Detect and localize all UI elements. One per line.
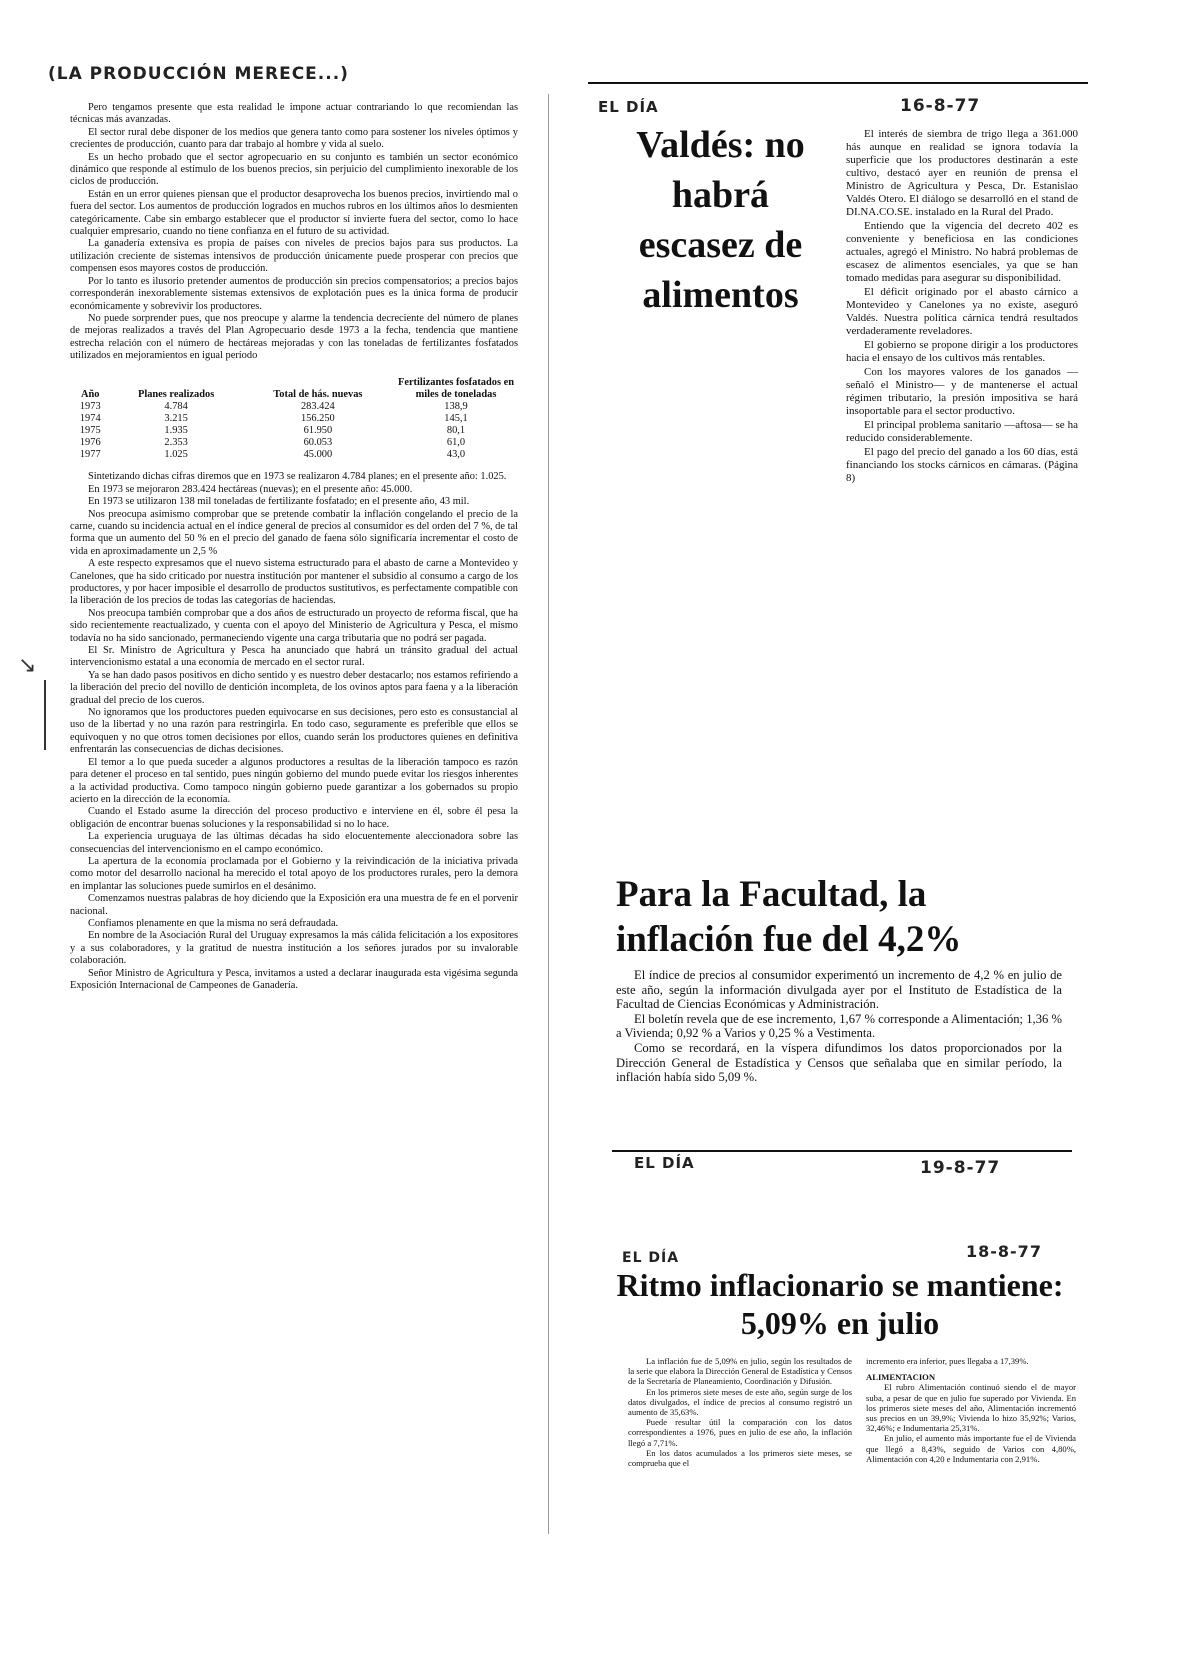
valdes-headline: Valdés: no habrá escasez de alimentos [636,124,805,316]
paragraph: El pago del precio del ganado a los 60 días, está financiando los stocks cárnicos en cámaras. (Página 8) [846,446,1078,484]
paragraph: En 1973 se utilizaron 138 mil toneladas de fertilizante fosfatado; en el presente año, 43 mil. [88,496,470,508]
paragraph: No puede sorprender pues, que nos preocupe y alarme la tendencia decreciente del número de planes de mejoras realizados a través del Plan Agropecuario desde 1973 a la fecha, tendencia que mantiene estrecha relación con el número de hectáreas mejoradas y con las toneladas de fertilizantes fosfatados utilizados en mejoramientos en igual período [70,312,518,362]
margin-arrow-mark: ↘ [18,652,37,677]
table-cell: 1.935 [164,425,188,437]
paragraph: Cuando el Estado asume la dirección del proceso productivo e interviene en él, sobre él pesa la obligación de encontrar buenas soluciones y la responsabilidad si no lo hace. [70,806,518,830]
table-header: Fertilizantes fosfatados en miles de toneladas [397,376,514,400]
left-article-part-a [70,102,518,363]
table-header: Planes realizados [137,388,215,400]
table-row [70,413,518,425]
handwritten-date: 18-8-77 [966,1242,1042,1261]
left-article-part-b [70,471,518,992]
paragraph: Entiendo que la vigencia del decreto 402 es conveniente y beneficiosa en las condiciones actuales, agregó el Ministro. No habrá problemas de escasez de alimentos esenciales, ya que se han tomado medidas para asegurar su disponibilidad. [846,220,1078,284]
fertilizer-table [70,377,518,462]
paragraph: Puede resultar útil la comparación con los datos correspondientes a 1976, pues en julio de ese año, la inflación llegó a 7,71%. [628,1417,852,1448]
paragraph: La inflación fue de 5,09% en julio, según los resultados de la serie que elabora la Dirección General de Estadística y Censos de la Secretaría de Planeamiento, Coordinación y Difusión. [628,1356,852,1387]
table-cell: 1976 [79,437,101,449]
handwritten-title-note: (LA PRODUCCIÓN MERECE...) [48,64,349,84]
table-cell: 45.000 [303,449,333,461]
paragraph: En los primeros siete meses de este año, según surge de los datos divulgados, el índice de precios al consumo registró un aumento de 35,63%. [628,1386,852,1418]
paragraph: El principal problema sanitario —aftosa— se ha reducido considerablemente. [846,419,1078,444]
table-cell: 1977 [79,449,101,461]
table-cell: 1973 [79,401,101,413]
left-article [70,102,518,992]
paragraph: El temor a lo que pueda suceder a algunos productores a resultas de la liberación tampoco es razón para detener el proceso en tal sentido, pues ningún gobierno del mundo puede evitar los riesgos inherentes a la actividad productiva. Como tampoco ningún gobierno puede garantizar a los gobernados su propio acierto en la dirección de la economía. [70,756,518,805]
paragraph: El índice de precios al consumidor experimentó un incremento de 4,2 % en julio de este año, según la información divulgada ayer por el Instituto de Estadística de la Facultad de Ciencias Económicas y Administración. [616,968,1062,1012]
table-row [70,425,518,437]
handwritten-date: 19-8-77 [920,1158,1001,1178]
bottom-rule [612,1150,1072,1152]
table-cell: 156.250 [300,413,335,425]
paragraph: Comenzamos nuestras palabras de hoy diciendo que la Exposición era una muestra de fe en el porvenir nacional. [70,893,518,917]
table-cell: 1974 [79,413,101,425]
paragraph: Sintetizando dichas cifras diremos que en 1973 se realizaron 4.784 planes; en el presente año: 1.025. [88,471,507,483]
table-header: Total de hás. nuevas [273,388,363,400]
paragraph: El Sr. Ministro de Agricultura y Pesca ha anunciado que habrá un tránsito gradual del actual intervencionismo estatal a una economía de mercado en el sector rural. [70,645,518,669]
facultad-headline: Para la Facultad, la inflación fue del 4,2% [616,874,962,960]
paragraph: En 1973 se mejoraron 283.424 hectáreas (nuevas); en el presente año: 45.000. [88,483,413,495]
table-cell: 80,1 [446,425,466,437]
handwritten-date: 16-8-77 [900,96,981,116]
paragraph: Por lo tanto es ilusorio pretender aumentos de producción sin precios compensatorios; a precios bajos corresponderán inexorablemente sistemas extensivos de explotación pues es la única forma de producir económicamente y sobrevivir los productores. [70,275,518,312]
paragraph: Pero tengamos presente que esta realidad le impone actuar contrariando lo que recomiendan las técnicas más avanzadas. [70,102,518,126]
paragraph: El rubro Alimentación continuó siendo el de mayor suba, a pesar de que en julio fue superado por Vivienda. En los primeros siete meses del año, Alimentación incrementó sus precios en un 39,9%; Vivienda lo hizo 35,92%; Varios, 32,46%; e Indumentaria 25,31%. [866,1382,1076,1434]
paragraph: Nos preocupa también comprobar que a dos años de estructurado un proyecto de reforma fiscal, que ha sido recientemente reactualizado, y cuenta con el apoyo del Ministerio de Agricultura y Pesca, el mismo todavía no ha sido sancionado, permaneciendo vigente una carga tributaria que no podrá ser pagada. [70,607,518,644]
table-cell: 145,1 [444,413,468,425]
margin-line-mark [44,680,46,750]
table-cell: 1975 [79,425,101,437]
paragraph: En los datos acumulados a los primeros siete meses, se comprueba que el [628,1447,852,1469]
paragraph: En julio, el aumento más importante fue el de Vivienda que llegó a 8,43%, seguido de Varios con 4,80%, Alimentación con 4,20 e Indumentaria con 2,91%. [866,1433,1076,1464]
paragraph: La experiencia uruguaya de las últimas décadas ha sido elocuentemente aleccionadora sobre las consecuencias del intervencionismo en el campo económico. [70,831,518,855]
table-cell: 4.784 [164,401,188,413]
table-cell: 3.215 [164,413,188,425]
valdes-article-body [846,128,1078,486]
paragraph: La ganadería extensiva es propia de países con niveles de precios bajos para sus productos. La utilización creciente de sistemas intensivos de producción únicamente puede prosperar con precios que compensen esos mayores costos de producción. [70,238,518,275]
paragraph: Como se recordará, en la víspera difundimos los datos proporcionados por la Dirección General de Estadística y Censos que señalaba que en similar período, la inflación había sido 5,09 %. [616,1040,1062,1085]
paragraph: Están en un error quienes piensan que el productor desaprovecha los buenos precios, invirtiendo mal o fuera del sector. Los aumentos de producción logrados en muchos rubros en los últimos años lo desmienten categóricamente. Cabe sin embargo establecer que el productor sí invierte fuera del sector, como lo hace cualquier empresario, cuando no tiene confianza en el futuro de su actividad. [70,188,518,238]
section-subhead: ALIMENTACION [866,1372,936,1383]
paragraph: incremento era inferior, pues llegaba a 17,39%. [866,1356,1029,1366]
paragraph: El sector rural debe disponer de los medios que genera tanto como para sostener los niveles óptimos y crecientes de producción, cuanto para dar trabajo al hombre y vida al suelo. [70,126,518,151]
table-row [70,401,518,413]
paragraph: Nos preocupa asimismo comprobar que se pretende combatir la inflación congelando el precio de la carne, cuando su incidencia actual en el índice general de precios al consumidor es del orden del 7 %, de tal forma que un aumento del 50 % en el precio del ganado de faena sólo significaría incrementar el costo de vida en aproximadamente un 2,5 % [70,508,518,557]
table-cell: 43,0 [446,449,466,461]
paragraph: En nombre de la Asociación Rural del Uruguay expresamos la más cálida felicitación a los expositores y a sus colaboradores, y la gratitud de nuestra institución a los señores jurados por su invalorable colaboración. [70,930,518,967]
paragraph: Ya se han dado pasos positivos en dicho sentido y es nuestro deber destacarlo; nos estamos refiriendo a la liberación del precio del novillo de dentición incompleta, de los ovinos aptos para faena y a la liberación gradual del precio de los cueros. [70,669,518,706]
paragraph: El gobierno se propone dirigir a los productores hacia el ensayo de los cultivos más rentables. [846,339,1078,364]
paragraph: Confiamos plenamente en que la misma no será defraudada. [88,917,339,929]
paragraph: A este respecto expresamos que el nuevo sistema estructurado para el abasto de carne a Montevideo y Canelones, que ha sido criticado por nuestra institución por mantener el subsidio al consumo a cargo de los productores, y por hacer imposible el desarrollo de productos sustitutivos, es perfectamente compatible con la liberación de los precios de todas las categorías de haciendas. [70,558,518,607]
table-cell: 61.950 [303,425,333,437]
table-cell: 61,0 [446,437,466,449]
table-cell: 138,9 [444,401,468,413]
paragraph: Con los mayores valores de los ganados —señaló el Ministro— y de mantenerse el actual régimen tributario, la presión impositiva se hará insoportable para el sector productivo. [846,366,1078,417]
ritmo-headline: Ritmo inflacionario se mantiene: 5,09% en julio [616,1267,1064,1341]
table-header: Año [81,388,100,400]
paragraph: El interés de siembra de trigo llega a 361.000 hás aunque en realidad se ignora todavía la superficie que los productores destinarán a este cultivo, destacó ayer en reunión de prensa el Ministro de Agricultura y Pesca, Dr. Estanislao Valdés Otero. El diálogo se desarrolló en el stand de DI.NA.CO.SE. instalado en la Rural del Prado. [846,128,1078,218]
top-rule [588,82,1088,84]
facultad-article-body [616,968,1062,1085]
handwritten-source: EL DÍA [622,1250,680,1266]
ritmo-article-col1 [628,1356,852,1468]
paragraph: No ignoramos que los productores pueden equivocarse en sus decisiones, pero esto es consustancial al uso de la libertad y no una razón para restringirla. En todo caso, seguramente es preferible que ellos se equivoquen y no que otros tomen decisiones por ellos, cuando serán los productores quienes en definitiva enfrentarán las consecuencias de dichas decisiones. [70,707,518,756]
table-cell: 60.053 [303,437,333,449]
handwritten-source: EL DÍA [634,1154,695,1172]
ritmo-article-col2 [866,1356,1076,1464]
table-cell: 2.353 [164,437,188,449]
paragraph: El déficit originado por el abasto cárnico a Montevideo y Canelones ya no existe, aseguró Valdés. Nuestra política cárnica tendrá resultados verdaderamente reveladores. [846,286,1078,337]
table-row [70,437,518,449]
paragraph: Señor Ministro de Agricultura y Pesca, invitamos a usted a declarar inaugurada esta vigésima segunda Exposición Internacional de Campeones de Ganadería. [70,967,518,991]
table-row [70,449,518,461]
paragraph: El boletín revela que de ese incremento, 1,67 % corresponde a Alimentación; 1,36 % a Vivienda; 0,92 % a Varios y 0,25 % a Vestimenta. [616,1011,1062,1041]
table-cell: 1.025 [164,449,188,461]
table-cell: 283.424 [300,401,335,413]
paragraph: La apertura de la economía proclamada por el Gobierno y la reivindicación de la iniciativa privada como motor del desarrollo nacional ha merecido el total apoyo de los productores rurales, pero la demora en implantar las soluciones puede sumirlos en el desánimo. [70,855,518,892]
paragraph: Es un hecho probado que el sector agropecuario en su conjunto es también un sector económico dinámico que responde al estímulo de los buenos precios, sin perjuicio del cumplimiento inexorable de los ciclos de producción. [70,151,518,188]
handwritten-source: EL DÍA [598,98,659,116]
clipping-edge [548,94,549,1534]
